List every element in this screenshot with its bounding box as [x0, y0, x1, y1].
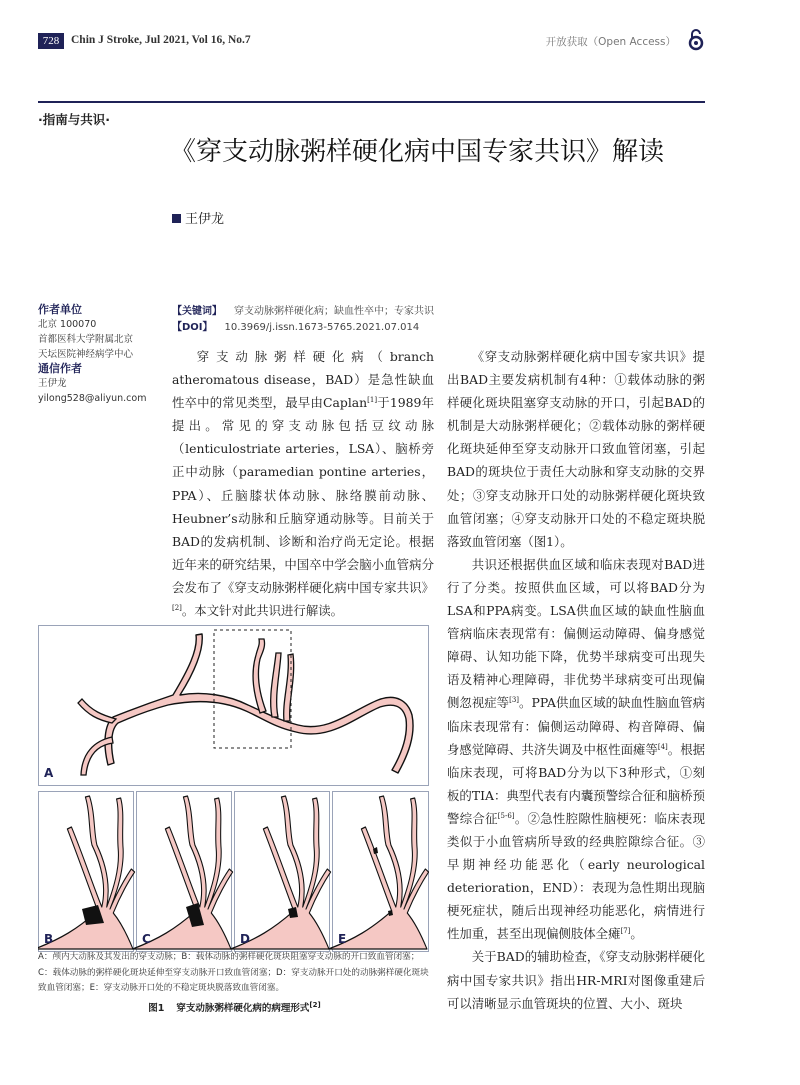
body-column-left [172, 345, 434, 622]
figure-panel-c [133, 792, 233, 952]
citation-marker[interactable]: [1] [367, 396, 378, 405]
citation-marker[interactable]: [3] [509, 696, 520, 705]
figure-caption-detail: A：颅内大动脉及其发出的穿支动脉；B：载体动脉的粥样硬化斑块阻塞穿支动脉的开口致血管闭塞；C：载体动脉的粥样硬化斑块延伸至穿支动脉开口致血管闭塞；D：穿支动脉开口处的动脉粥样硬化斑块致血管闭塞；E：穿支动脉开口处的不稳定斑块脱落致血管闭塞。 [38, 952, 429, 993]
figure-title: 穿支动脉粥样硬化病的病理形式 [176, 1003, 310, 1014]
author-name: 王伊龙 [185, 212, 225, 227]
open-access-label: 开放获取（Open Access） [545, 36, 676, 48]
doi-row [172, 320, 434, 336]
body-paragraph: 共识还根据供血区域和临床表现对BAD进行了分类。按照供血区域，可以将BAD分为LSA和PPA病变。LSA供血区域的缺血性脑血管病临床表现常有：偏侧运动障碍、偏身感觉障碍、认知功能下降，优势半球病变可出现失语及精神心理障碍，非优势半球病变可出现偏侧忽视症等[3]。PPA供血区域的缺血性脑血管病临床表现常有：偏侧运动障碍、构音障碍、偏身感觉障碍、共济失调及中枢性面瘫等[4]。根据临床表现，可将BAD分为以下3种形式，①刻板的TIA：典型代表有内囊预警综合征和脑桥预警综合征[5-6]。②急性腔隙性脑梗死：临床表现类似于小血管病所导致的经典腔隙综合征。③早期神经功能恶化（early neurological deterioration，END）：表现为急性期出现脑梗死症状，随后出现神经功能恶化，病情进行性加重，甚至出现偏侧肢体全瘫[7]。 [447, 556, 706, 942]
panel-label-e: E [338, 932, 347, 946]
figure-panel-b [38, 792, 135, 952]
figure-panel-a [39, 626, 429, 786]
correspondence-name: 王伊龙 [38, 378, 67, 389]
doi-text[interactable]: 10.3969/j.issn.1673-5765.2021.07.014 [224, 322, 420, 333]
affiliation-line: 首都医科大学附属北京 [38, 334, 134, 345]
journal-citation: Chin J Stroke, Jul 2021, Vol 16, No.7 [71, 34, 251, 46]
body-column-right [447, 345, 705, 1015]
correspondence-email[interactable]: yilong528@aliyun.com [38, 393, 147, 404]
figure-panel-d [231, 792, 331, 952]
doi-label: 【DOI】 [172, 322, 213, 333]
figure-panel-e [329, 792, 429, 952]
figure-number: 图1 [148, 1003, 165, 1014]
author-line [172, 208, 224, 227]
affiliation-line: 天坛医院神经病学中心 [38, 349, 134, 360]
author-square-icon [172, 214, 181, 223]
keywords-label: 【关键词】 [172, 306, 222, 317]
header-rule [38, 101, 705, 103]
panel-label-d: D [240, 932, 250, 946]
figure-reference: [2] [309, 1000, 321, 1009]
article-title: 《穿支动脉粥样硬化病中国专家共识》解读 [170, 137, 665, 167]
running-header [0, 0, 800, 60]
panel-label-c: C [142, 932, 151, 946]
keywords-text: 穿支动脉粥样硬化病；缺血性卒中；专家共识 [234, 306, 434, 317]
keywords-block [172, 304, 434, 336]
correspondence-heading: 通信作者 [38, 362, 82, 375]
affiliation-line: 北京 100070 [38, 319, 97, 330]
page-number: 728 [38, 33, 64, 49]
citation-marker[interactable]: [7] [620, 927, 631, 936]
citation-marker[interactable]: [4] [657, 742, 668, 751]
figure-1 [38, 625, 429, 952]
figure-caption [38, 1000, 431, 1014]
panel-label-b: B [44, 932, 54, 946]
panel-label-a: A [44, 766, 54, 780]
author-meta [38, 303, 168, 406]
body-paragraph: 穿支动脉粥样硬化病（branch atheromatous disease，BAD）是急性缺血性卒中的常见类型，最早由Caplan[1]于1989年提出。常见的穿支动脉包括豆纹动脉（lenticulostriate arteries，LSA）、脑桥旁正中动脉（paramedian pontine arteries，PPA）、丘脑膝状体动脉、脉络膜前动脉、Heubner’s动脉和丘脑穿通动脉等。目前关于BAD的发病机制、诊断和治疗尚无定论。根据近年来的研究结果，中国卒中学会脑小血管病分会发布了《穿支动脉粥样硬化病中国专家共识》[2]。本文针对此共识进行解读。 [172, 349, 434, 619]
citation-marker[interactable]: [2] [172, 603, 182, 612]
body-paragraph: 关于BAD的辅助检查，《穿支动脉粥样硬化病中国专家共识》指出HR-MRI对图像重建后可以清晰显示血管斑块的位置、大小、斑块 [447, 949, 705, 1011]
citation-marker[interactable]: [5-6] [497, 811, 515, 820]
section-label: ·指南与共识· [38, 112, 110, 127]
body-paragraph: 《穿支动脉粥样硬化病中国专家共识》提出BAD主要发病机制有4种：①载体动脉的粥样硬化斑块阻塞穿支动脉的开口，引起BAD的机制是大动脉粥样硬化；②载体动脉的粥样硬化斑块延伸至穿支动脉开口致血管闭塞，引起BAD的斑块位于责任大动脉和穿支动脉的交界处；③穿支动脉开口处的动脉粥样硬化斑块致血管闭塞；④穿支动脉开口处的不稳定斑块脱落致血管闭塞（图1）。 [447, 349, 705, 549]
keywords-row [172, 304, 434, 320]
open-access-icon [688, 27, 704, 51]
affiliation-heading: 作者单位 [38, 303, 82, 316]
